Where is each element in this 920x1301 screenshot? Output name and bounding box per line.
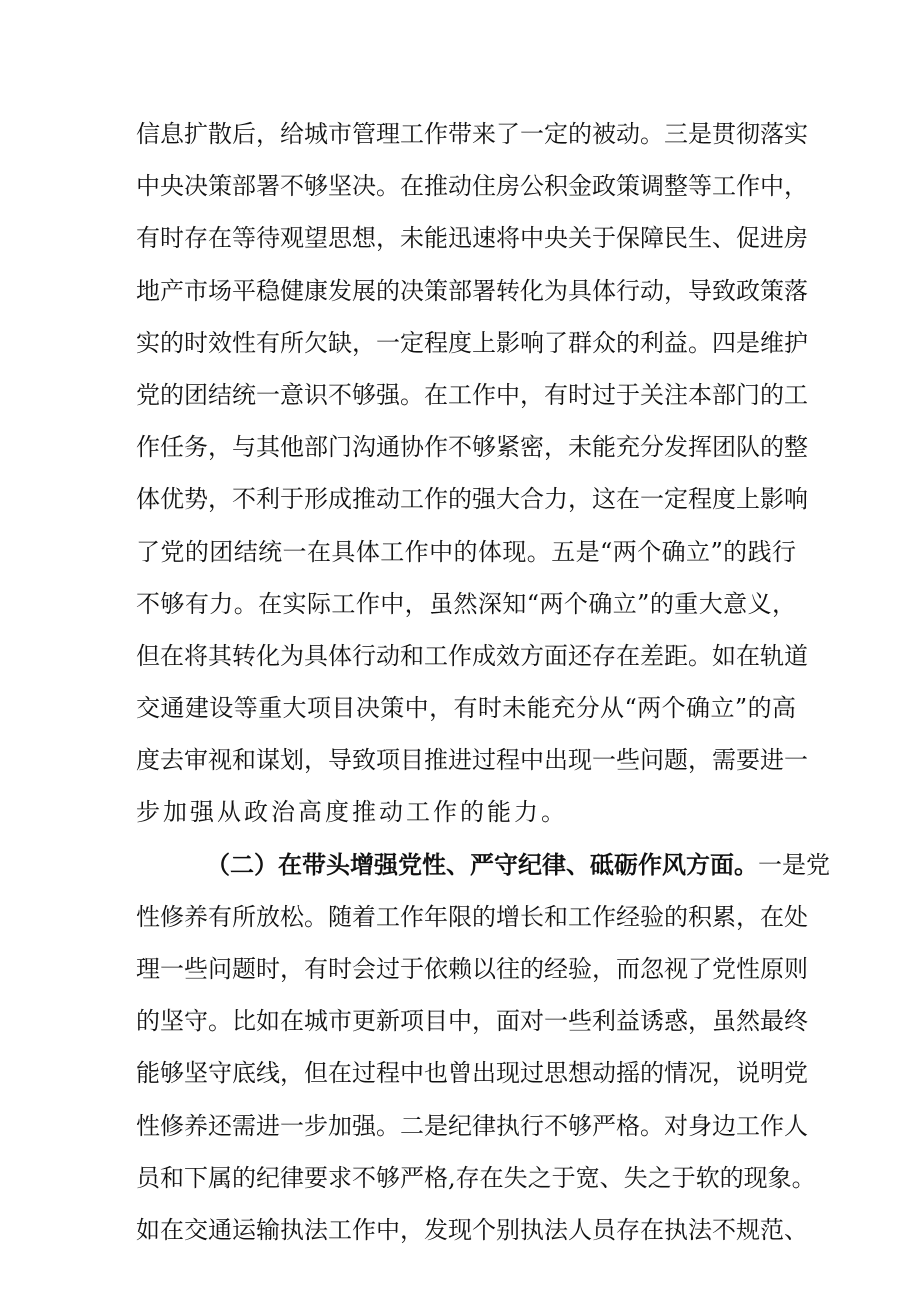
section-heading: （二）在带头增强党性、严守纪律、砥砺作风方面。: [206, 850, 758, 879]
text-line: 党的团结统一意识不够强。在工作中，有时过于关注本部门的工: [136, 380, 808, 409]
text-line: 步加强从政治高度推动工作的能力。: [136, 798, 568, 827]
text-line: 交通建设等重大项目决策中，有时未能充分从“两个确立”的高: [136, 694, 796, 723]
text-line: 了党的团结统一在具体工作中的体现。五是“两个确立”的践行: [136, 537, 796, 566]
section-heading-tail: 一是党: [758, 850, 830, 879]
text-line: 作任务，与其他部门沟通协作不够紧密，未能充分发挥团队的整: [136, 433, 808, 462]
text-line: 性修养还需进一步加强。二是纪律执行不够严格。对身边工作人: [136, 1111, 808, 1140]
text-line: 不够有力。在实际工作中，虽然深知“两个确立”的重大意义，: [136, 589, 796, 618]
text-line: 理一些问题时，有时会过于依赖以往的经验，而忽视了党性原则: [136, 955, 808, 983]
text-line: 的坚守。比如在城市更新项目中，面对一些利益诱惑，虽然最终: [136, 1007, 808, 1036]
text-line: 性修养有所放松。随着工作年限的增长和工作经验的积累，在处: [136, 902, 808, 931]
text-line: 有时存在等待观望思想，未能迅速将中央关于保障民生、促进房: [136, 224, 808, 253]
text-line: 体优势，不利于形成推动工作的强大合力，这在一定程度上影响: [136, 485, 808, 514]
text-line: 员和下属的纪律要求不够严格,存在失之于宽、失之于软的现象。: [136, 1163, 816, 1192]
text-line: 能够坚守底线，但在过程中也曾出现过思想动摇的情况，说明党: [136, 1059, 808, 1088]
document-body: [136, 108, 830, 1256]
text-line: 中央决策部署不够坚决。在推动住房公积金政策调整等工作中，: [136, 172, 808, 201]
text-line: 但在将其转化为具体行动和工作成效方面还存在差距。如在轨道: [136, 641, 808, 670]
text-line: 实的时效性有所欠缺，一定程度上影响了群众的利益。四是维护: [136, 328, 808, 357]
section-heading-line: [136, 839, 830, 891]
text-line: 度去审视和谋划，导致项目推进过程中出现一些问题，需要进一: [136, 746, 808, 775]
text-line: 地产市场平稳健康发展的决策部署转化为具体行动，导致政策落: [136, 276, 808, 305]
text-line: 信息扩散后，给城市管理工作带来了一定的被动。三是贯彻落实: [136, 120, 808, 148]
text-line: 如在交通运输执法工作中，发现个别执法人员存在执法不规范、: [136, 1215, 808, 1244]
